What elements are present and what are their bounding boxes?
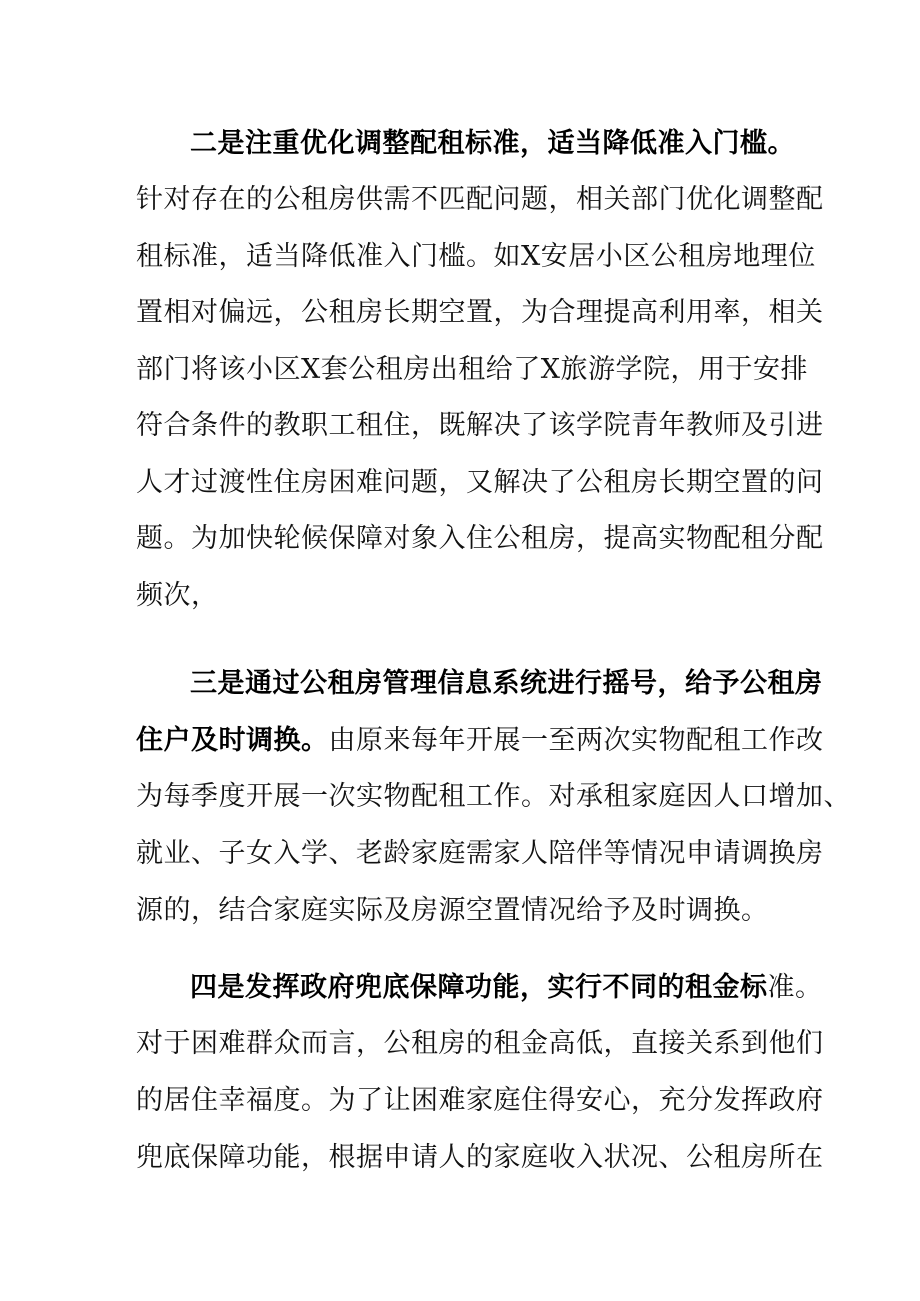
body-line: 对于困难群众而言，公租房的租金高低，直接关系到他们 [136,1028,824,1059]
paragraph-heading: 三是通过公租房管理信息系统进行摇号，给予公租房 [190,668,823,699]
paragraph-heading-mixed [190,968,823,1008]
body-line: 置相对偏远，公租房长期空置，为合理提高利用率，相关 [136,297,824,328]
body-line: 为每季度开展一次实物配租工作。对承租家庭因人口增加、 [136,781,851,812]
body-line: 的居住幸福度。为了让困难家庭住得安心，充分发挥政府 [136,1085,824,1116]
body-line: 符合条件的教职工租住，既解决了该学院青年教师及引进 [136,410,824,441]
body-line: 人才过渡性住房困难问题，又解决了公租房长期空置的问 [136,467,824,498]
heading-continuation: 住户及时调换。 [136,725,329,756]
body-line-mixed [136,721,824,761]
body-line: 针对存在的公租房供需不匹配问题，相关部门优化调整配 [136,184,824,215]
body-line: 题。为加快轮候保障对象入住公租房，提高实物配租分配 [136,523,824,554]
body-text: 由原来每年开展一至两次实物配租工作改 [328,725,824,756]
body-line: 频次， [136,580,219,611]
body-line: 源的，结合家庭实际及房源空置情况给予及时调换。 [136,895,769,926]
body-line: 租标准，适当降低准入门槛。如X安居小区公租房地理位 [136,241,816,272]
paragraph-heading: 二是注重优化调整配租标准，适当降低准入门槛。 [190,128,795,159]
body-line: 部门将该小区X套公租房出租给了X旅游学院，用于安排 [136,354,808,385]
body-line: 就业、子女入学、老龄家庭需家人陪伴等情况申请调换房 [136,838,824,869]
body-line: 兜底保障功能，根据申请人的家庭收入状况、公租房所在 [136,1142,824,1173]
heading-tail: 准。 [767,972,823,1003]
paragraph-heading: 四是发挥政府兜底保障功能，实行不同的租金标 [190,972,768,1003]
